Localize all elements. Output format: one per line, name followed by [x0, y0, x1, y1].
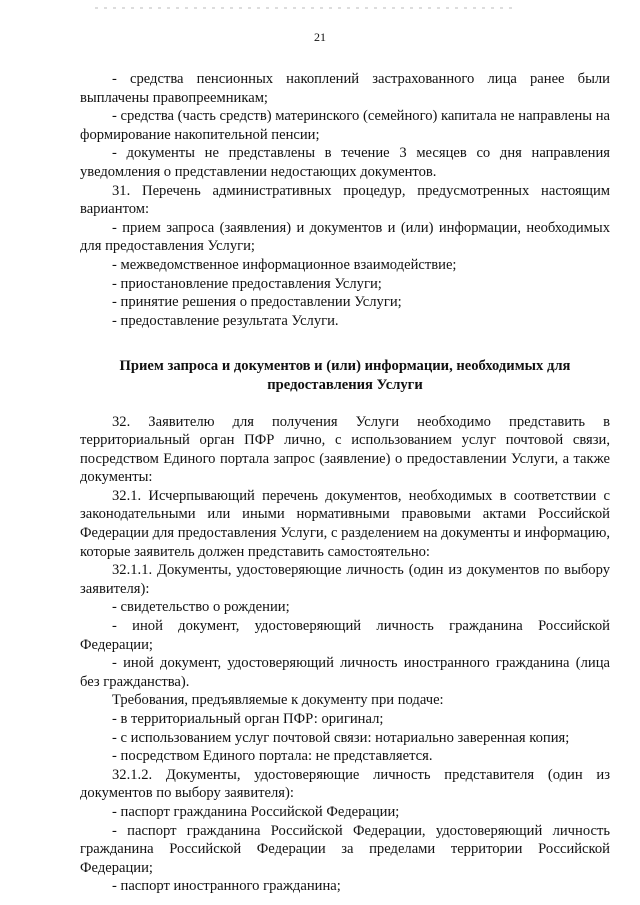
- list-item: - в территориальный орган ПФР: оригинал;: [112, 711, 384, 727]
- paragraph: 32.1.2. Документы, удостоверяющие личность представителя (один из документов по выбору заявителя):: [80, 766, 610, 802]
- list-item: - принятие решения о предоставлении Услуги;: [112, 294, 402, 311]
- list-item: - иной документ, удостоверяющий личность гражданина Российской Федерации;: [80, 618, 610, 653]
- section-heading: Прием запроса и документов и (или) информации, необходимых для предоставления Услуги: [119, 358, 571, 393]
- list-item: - с использованием услуг почтовой связи: нотариально заверенная копия;: [112, 729, 570, 746]
- list-item: - иной документ, удостоверяющий личность иностранного гражданина (лица без гражданства).: [80, 655, 610, 690]
- paragraph: - средства пенсионных накоплений застрахованного лица ранее были выплачены правопреемникам;: [80, 71, 610, 106]
- paragraph: 32.1. Исчерпывающий перечень документов, необходимых в соответствии с законодательными или иными нормативными правовыми актами Российской Федерации для предоставления Услуги, с разделением на документы и информацию, которые заявитель должен представить самостоятельно:: [80, 487, 610, 560]
- paragraph: - прием запроса (заявления) и документов и (или) информации, необходимых для предоставления Услуги;: [80, 219, 610, 255]
- list-item: - паспорт гражданина Российской Федерации, удостоверяющий личность гражданина Российской Федерации за пределами территории Российской Федерации;: [80, 822, 610, 876]
- list-item: - посредством Единого портала: не представляется.: [112, 748, 433, 765]
- list-item: - межведомственное информационное взаимодействие;: [112, 256, 457, 273]
- list-item: - свидетельство о рождении;: [112, 599, 290, 616]
- paragraph: Требования, предъявляемые к документу при подаче:: [112, 692, 444, 709]
- paragraph: 32. Заявителю для получения Услуги необходимо представить в территориальный орган ПФР лично, с использованием услуг почтовой связи, посредством Единого портала запрос (заявление) о предоставлении Услуги, а также документы:: [80, 413, 610, 486]
- list-item: - паспорт иностранного гражданина;: [112, 878, 341, 895]
- paragraph: 32.1.1. Документы, удостоверяющие личность (один из документов по выбору заявителя):: [80, 562, 610, 597]
- list-item: - предоставление результата Услуги.: [112, 312, 339, 329]
- paragraph: - средства (часть средств) материнского (семейного) капитала не направлены на формирование накопительной пенсии;: [80, 108, 610, 143]
- scan-artifact: [95, 7, 515, 9]
- page-number: 21: [314, 30, 326, 44]
- list-item: - приостановление предоставления Услуги;: [112, 275, 382, 292]
- paragraph: - документы не представлены в течение 3 месяцев со дня направления уведомления о представлении недостающих документов.: [80, 145, 610, 180]
- paragraph: 31. Перечень административных процедур, предусмотренных настоящим вариантом:: [80, 182, 610, 218]
- list-item: - паспорт гражданина Российской Федерации;: [112, 803, 400, 820]
- document-body: [80, 70, 610, 896]
